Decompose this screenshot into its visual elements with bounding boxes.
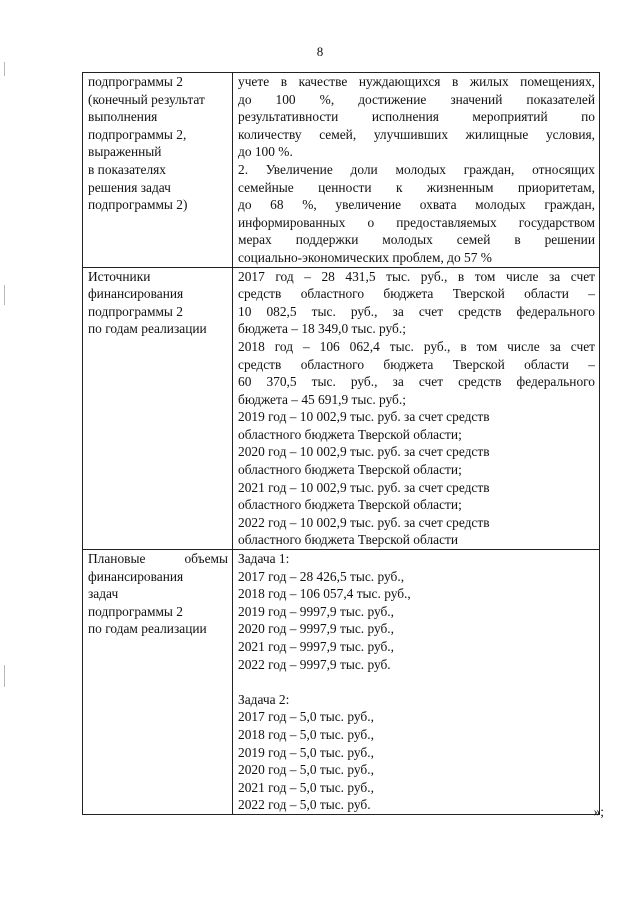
content-line: 2020 год – 9997,9 тыс. руб., (238, 621, 395, 637)
label-line: подпрограммы 2) (88, 197, 188, 213)
row-content-cell (233, 267, 600, 550)
content-line: 2019 год – 10 002,9 тыс. руб. за счет средств (238, 409, 490, 425)
row-label-cell (83, 550, 233, 815)
row-label-cell (83, 73, 233, 268)
subprogram-passport-table (82, 72, 600, 815)
content-line: областного бюджета Тверской области; (238, 462, 462, 478)
content-line: 60 370,5 тыс. руб., за счет средств федерального (238, 374, 595, 390)
content-line: семейные ценности к жизненным приоритетам, (238, 179, 595, 195)
content-line: 2. Увеличение доли молодых граждан, относящих (238, 161, 595, 177)
content-line: 2017 год – 28 431,5 тыс. руб., в том числе за счет (238, 268, 595, 284)
content-line: Задача 2: (238, 691, 290, 707)
content-line: бюджета – 45 691,9 тыс. руб.; (238, 391, 406, 407)
label-line: выполнения (88, 109, 158, 125)
content-line: 2021 год – 5,0 тыс. руб., (238, 779, 374, 795)
label-line: решения задач (88, 179, 171, 195)
label-line: в показателях (88, 161, 166, 177)
content-line: 10 082,5 тыс. руб., за счет средств федерального (238, 303, 595, 319)
content-line: до 100 %. (238, 144, 293, 160)
content-line: социально-экономических проблем, до 57 % (238, 249, 492, 265)
content-line: до 100 %, достижение значений показателей (238, 91, 595, 107)
label-line: финансирования (88, 568, 184, 584)
content-line: 2018 год – 106 057,4 тыс. руб., (238, 586, 411, 602)
label-line: задач (88, 586, 119, 602)
content-line: средств областного бюджета Тверской области – (238, 286, 595, 302)
content-line: областного бюджета Тверской области; (238, 426, 462, 442)
page-number: 8 (316, 44, 324, 59)
label-line: по годам реализации (88, 321, 207, 337)
content-line: областного бюджета Тверской области; (238, 497, 462, 513)
label-line: по годам реализации (88, 621, 207, 637)
content-line: 2022 год – 10 002,9 тыс. руб. за счет средств (238, 514, 490, 530)
content-line: информированных о предоставляемых государством (238, 214, 595, 230)
content-line: учете в качестве нуждающихся в жилых помещениях, (238, 74, 595, 89)
scan-margin-mark (4, 62, 5, 76)
content-line: мерах поддержки молодых семей в решении (238, 232, 595, 248)
content-line: 2019 год – 5,0 тыс. руб., (238, 744, 374, 760)
content-line: 2021 год – 9997,9 тыс. руб., (238, 639, 395, 654)
content-line: 2017 год – 28 426,5 тыс. руб., (238, 568, 405, 584)
content-line: 2018 год – 5,0 тыс. руб., (238, 726, 374, 742)
content-line: 2022 год – 9997,9 тыс. руб. (238, 656, 391, 672)
label-line: Источники (88, 268, 151, 284)
content-line: 2020 год – 5,0 тыс. руб., (238, 762, 374, 778)
content-line: результативности исполнения мероприятий по (238, 109, 595, 125)
content-line: до 68 %, увеличение охвата молодых граждан, (238, 197, 595, 213)
scan-margin-mark (4, 285, 5, 305)
content-line: Задача 1: (238, 551, 290, 567)
content-line: 2021 год – 10 002,9 тыс. руб. за счет средств (238, 479, 490, 495)
content-line: 2017 год – 5,0 тыс. руб., (238, 709, 374, 725)
label-line: (конечный результат (88, 91, 205, 107)
content-line: 2018 год – 106 062,4 тыс. руб., в том числе за счет (238, 338, 595, 354)
closing-quote-mark: »; (593, 804, 604, 819)
label-line: подпрограммы 2, (88, 126, 187, 142)
row-content-cell (233, 550, 600, 815)
content-line: 2020 год – 10 002,9 тыс. руб. за счет средств (238, 444, 490, 460)
table-row (83, 267, 600, 550)
label-line: финансирования (88, 286, 184, 302)
content-line: областного бюджета Тверской области (238, 532, 459, 548)
row-content-cell (233, 73, 600, 268)
blank-line (238, 673, 595, 691)
content-line: средств областного бюджета Тверской области – (238, 356, 595, 372)
table-row (83, 550, 600, 815)
label-line: подпрограммы 2 (88, 603, 183, 619)
content-line: бюджета – 18 349,0 тыс. руб.; (238, 321, 406, 337)
table-row (83, 73, 600, 268)
row-label-cell (83, 267, 233, 550)
scan-margin-mark (4, 665, 5, 687)
label-line: выраженный (88, 144, 162, 160)
label-line: Плановые объемы (88, 551, 228, 567)
label-line: подпрограммы 2 (88, 74, 183, 89)
label-line: подпрограммы 2 (88, 303, 183, 319)
content-line: 2019 год – 9997,9 тыс. руб., (238, 603, 395, 619)
content-line: 2022 год – 5,0 тыс. руб. (238, 797, 371, 813)
content-line: количеству семей, улучшивших жилищные условия, (238, 126, 595, 142)
